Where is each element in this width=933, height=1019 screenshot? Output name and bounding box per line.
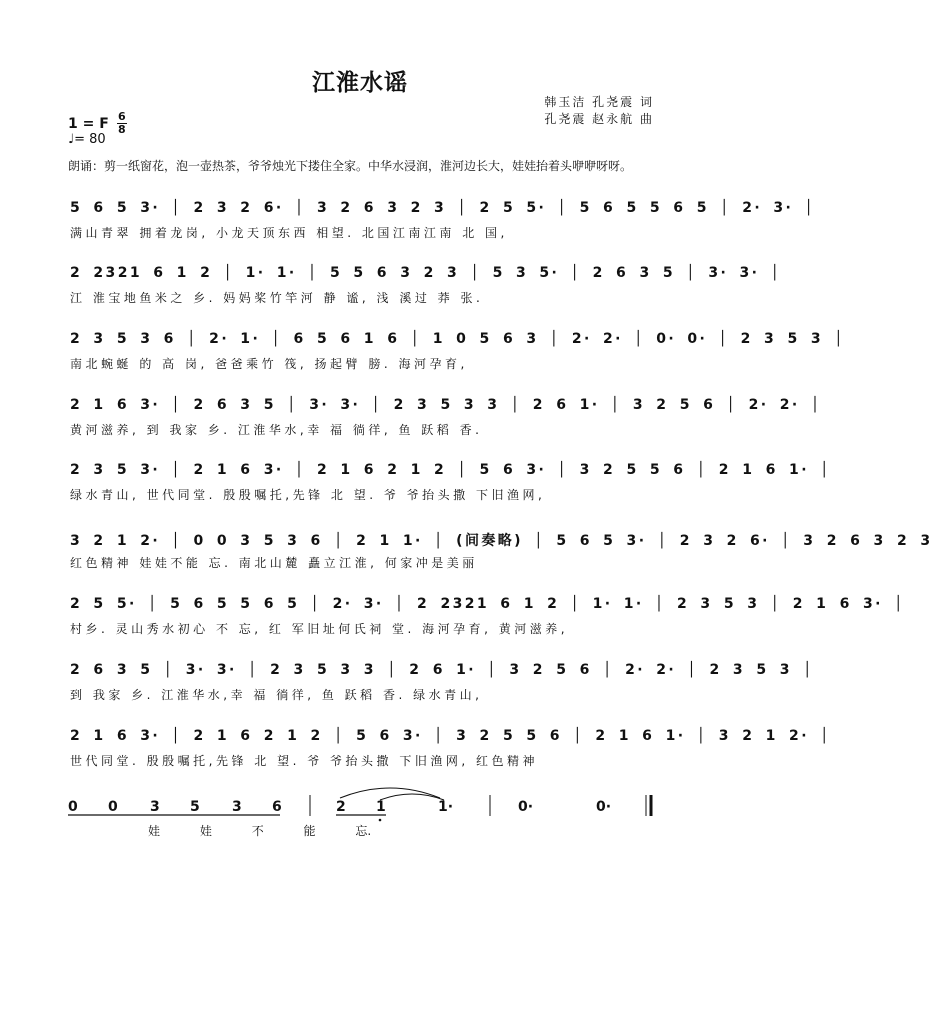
notation-line: 5 6 5 3· │ 2 3 2 6· │ 3 2 6 3 2 3 │ 2 5 5· │ 5 6 5 5 6 5 │ 2· 3· │ bbox=[70, 200, 816, 216]
music-system-9 bbox=[0, 728, 832, 788]
recitation-text: 朗诵：剪一纸窗花，泡一壶热茶，爷爷烛光下搂住全家。中华水浸润，淮河边长大，娃娃抬着头咿咿呀呀。 bbox=[68, 159, 633, 173]
time-signature bbox=[117, 112, 127, 135]
meter-top: 6 bbox=[117, 110, 126, 123]
final-note-9: 1· bbox=[438, 799, 454, 815]
lyrics-line: 江 淮宝地鱼米之 乡. 妈妈桨竹竿河 静 谧, 浅 溪过 莽 张. bbox=[70, 291, 484, 305]
quarter-note-icon: ♩ bbox=[68, 132, 75, 147]
key-label: 1 = F bbox=[68, 115, 109, 132]
final-note-6: 6 bbox=[272, 799, 282, 815]
tempo-value: = 80 bbox=[74, 132, 106, 147]
lyrics-line: 到 我家 乡. 江淮华水,幸 福 徜徉, 鱼 跃稻 香. 绿水青山, bbox=[70, 688, 483, 702]
lyrics-line: 绿水青山, 世代同堂. 殷殷嘱托,先锋 北 望. 爷 爷抬头撒 下旧渔网, bbox=[70, 488, 546, 502]
final-lyric: 不 bbox=[251, 824, 264, 838]
notation-line: 2 1 6 3· │ 2 1 6 2 1 2 │ 5 6 3· │ 3 2 5 5 6 │ 2 1 6 1· │ 3 2 1 2· │ bbox=[70, 728, 832, 744]
final-lyrics bbox=[148, 822, 407, 839]
notation-line: 2 3 5 3· │ 2 1 6 3· │ 2 1 6 2 1 2 │ 5 6 3· │ 3 2 5 5 6 │ 2 1 6 1· │ bbox=[70, 462, 832, 478]
music-system-4 bbox=[0, 397, 822, 457]
lyrics-line: 满山青翠 拥着龙岗, 小龙天顶东西 相望. 北国江南江南 北 国, bbox=[70, 226, 508, 240]
final-note-11: 0· bbox=[596, 799, 612, 815]
music-system-2 bbox=[0, 265, 782, 325]
final-note-8: 1 bbox=[376, 799, 386, 815]
lyrics-line: 南北蜿蜒 的 高 岗, 爸爸乘竹 筏, 扬起臂 膀. 海河孕育, bbox=[70, 357, 468, 371]
notation-line: 2 2321 6 1 2 │ 1· 1· │ 5 5 6 3 2 3 │ 5 3 5· │ 2 6 3 5 │ 3· 3· │ bbox=[70, 265, 782, 281]
final-note-7: 2 bbox=[336, 799, 346, 815]
music-system-6 bbox=[0, 530, 933, 590]
final-lyric: 娃 bbox=[148, 824, 161, 838]
meter-bottom: 8 bbox=[117, 123, 126, 136]
notation-line: 2 5 5· │ 5 6 5 5 6 5 │ 2· 3· │ 2 2321 6 1 2 │ 1· 1· │ 2 3 5 3 │ 2 1 6 3· │ bbox=[70, 596, 905, 612]
notation-line: 2 6 3 5 │ 3· 3· │ 2 3 5 3 3 │ 2 6 1· │ 3 2 5 6 │ 2· 2· │ 2 3 5 3 │ bbox=[70, 662, 815, 678]
song-title: 江淮水谣 bbox=[312, 70, 408, 96]
music-system-1 bbox=[0, 200, 816, 260]
credits bbox=[544, 94, 654, 128]
notation-line: 2 3 5 3 6 │ 2· 1· │ 6 5 6 1 6 │ 1 0 5 6 3 │ 2· 2· │ 0· 0· │ 2 3 5 3 │ bbox=[70, 331, 846, 347]
lyrics-line: 红色精神 娃娃不能 忘. 南北山麓 矗立江淮, 何家冲是美丽 bbox=[70, 556, 478, 570]
lyrics-line: 世代同堂. 殷殷嘱托,先锋 北 望. 爷 爷抬头撒 下旧渔网, 红色精神 bbox=[70, 754, 538, 768]
music-system-8 bbox=[0, 662, 815, 722]
final-lyric: 娃 bbox=[199, 824, 212, 838]
final-note-2: 0 bbox=[108, 799, 118, 815]
final-note-10: 0· bbox=[518, 799, 534, 815]
final-lyric: 能 bbox=[303, 824, 316, 838]
notation-line: 2 1 6 3· │ 2 6 3 5 │ 3· 3· │ 2 3 5 3 3 │ 2 6 1· │ 3 2 5 6 │ 2· 2· │ bbox=[70, 397, 822, 413]
composers-credit: 孔尧震 赵永航 曲 bbox=[544, 112, 654, 126]
final-note-5: 3 bbox=[232, 799, 242, 815]
lyrics-line: 黄河滋养, 到 我家 乡. 江淮华水,幸 福 徜徉, 鱼 跃稻 香. bbox=[70, 423, 483, 437]
final-note-4: 5 bbox=[190, 799, 200, 815]
notation-line: 3 2 1 2· │ 0 0 3 5 3 6 │ 2 1 1· │ (间奏略) │ 5 6 5 3· │ 2 3 2 6· │ 3 2 6 3 2 3 bbox=[70, 533, 933, 549]
lyricists-credit: 韩玉洁 孔尧震 词 bbox=[544, 95, 654, 109]
lyrics-line: 村乡. 灵山秀水初心 不 忘, 红 军旧址何氏祠 堂. 海河孕育, 黄河滋养, bbox=[70, 622, 569, 636]
final-note-3: 3 bbox=[150, 799, 160, 815]
music-system-3 bbox=[0, 331, 846, 391]
music-system-5 bbox=[0, 462, 832, 522]
final-note-1: 0 bbox=[68, 799, 78, 815]
tempo-marking bbox=[68, 132, 106, 147]
music-system-7 bbox=[0, 596, 905, 656]
final-lyric: 忘. bbox=[355, 824, 372, 838]
